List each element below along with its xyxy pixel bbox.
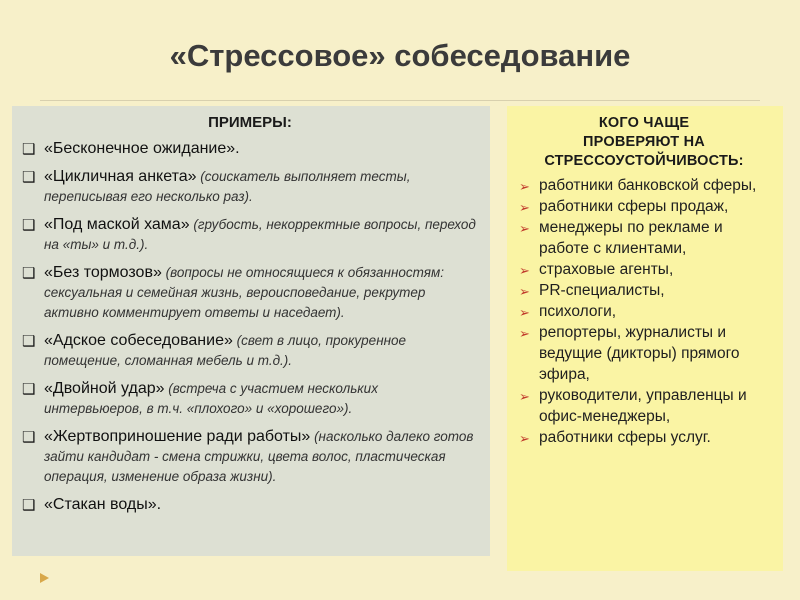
arrow-bullet-icon: ➢ [519, 179, 530, 194]
slide-title: «Стрессовое» собеседование [169, 38, 631, 73]
checkmark-icon: ❑ [22, 333, 36, 350]
profession-item [515, 217, 773, 259]
example-item [20, 495, 480, 515]
profession-list [515, 175, 773, 448]
checkmark-icon: ❑ [22, 429, 36, 446]
arrow-bullet-icon: ➢ [519, 431, 530, 446]
example-item [20, 331, 480, 371]
profession-label: репортеры, журналисты и ведущие (дикторы) прямого эфира, [539, 324, 740, 383]
profession-label: работники банковской сферы, [539, 177, 757, 194]
example-item [20, 263, 480, 323]
title-divider [40, 100, 760, 101]
example-item [20, 379, 480, 419]
checkmark-icon: ❑ [22, 381, 36, 398]
profession-label: страховые агенты, [539, 261, 674, 278]
profession-item [515, 175, 773, 196]
profession-label: работники сферы продаж, [539, 198, 729, 215]
checkmark-icon: ❑ [22, 217, 36, 234]
profession-item [515, 259, 773, 280]
stress-test-heading [515, 114, 773, 171]
arrow-bullet-icon: ➢ [519, 221, 530, 236]
profession-item [515, 280, 773, 301]
profession-label: руководители, управленцы и офис-менеджеры, [539, 387, 747, 425]
example-note: (встреча с участием нескольких интервьюеров, в т.ч. «плохого» и «хорошего»). [44, 381, 378, 416]
checkmark-icon: ❑ [22, 141, 36, 158]
example-note: (свет в лицо, прокуренное помещение, сломанная мебель и т.д.). [44, 333, 407, 368]
arrow-bullet-icon: ➢ [519, 284, 530, 299]
example-title: «Жертвоприношение ради работы» [44, 428, 311, 445]
example-note: (соискатель выполняет тесты, переписывая его несколько раз). [44, 169, 411, 204]
checkmark-icon: ❑ [22, 169, 36, 186]
example-title: «Бесконечное ожидание». [44, 140, 240, 157]
stress-test-panel [507, 106, 783, 571]
stress-test-heading-line: КОГО ЧАЩЕ [598, 115, 690, 131]
profession-item [515, 385, 773, 427]
example-title: «Цикличная анкета» [44, 168, 197, 185]
example-item [20, 167, 480, 207]
example-title: «Адское собеседование» [44, 332, 233, 349]
profession-label: работники сферы услуг. [539, 429, 711, 446]
example-item [20, 139, 480, 159]
arrow-bullet-icon: ➢ [519, 200, 530, 215]
examples-heading: ПРИМЕРЫ: [208, 114, 292, 131]
example-note: (насколько далеко готов зайти кандидат - смена стрижки, цвета волос, пластическая операция, изменение образа жизни). [44, 429, 474, 484]
profession-item [515, 196, 773, 217]
arrow-bullet-icon: ➢ [519, 263, 530, 278]
examples-list [20, 139, 480, 515]
profession-item [515, 322, 773, 385]
corner-arrow-icon [40, 573, 49, 583]
arrow-bullet-icon: ➢ [519, 305, 530, 320]
stress-test-heading-line: СТРЕССОУСТОЙЧИВОСТЬ: [544, 153, 744, 169]
example-title: «Без тормозов» [44, 264, 162, 281]
stress-test-heading-line: ПРОВЕРЯЮТ НА [583, 134, 705, 150]
example-note: (вопросы не относящиеся к обязанностям: сексуальная и семейная жизнь, вероисповедание, рекрутер активно комментирует ответы и наседает). [44, 265, 444, 320]
example-title: «Стакан воды». [44, 496, 162, 513]
profession-label: менеджеры по рекламе и работе с клиентами, [539, 219, 723, 257]
checkmark-icon: ❑ [22, 265, 36, 282]
profession-label: PR-специалисты, [539, 282, 665, 299]
profession-item [515, 301, 773, 322]
examples-panel [12, 106, 490, 556]
example-title: «Под маской хама» [44, 216, 190, 233]
example-item [20, 427, 480, 487]
example-item [20, 215, 480, 255]
arrow-bullet-icon: ➢ [519, 389, 530, 404]
profession-item [515, 427, 773, 448]
example-title: «Двойной удар» [44, 380, 165, 397]
arrow-bullet-icon: ➢ [519, 326, 530, 341]
checkmark-icon: ❑ [22, 497, 36, 514]
profession-label: психологи, [539, 303, 617, 320]
example-note: (грубость, некорректные вопросы, переход на «ты» и т.д.). [44, 217, 476, 252]
